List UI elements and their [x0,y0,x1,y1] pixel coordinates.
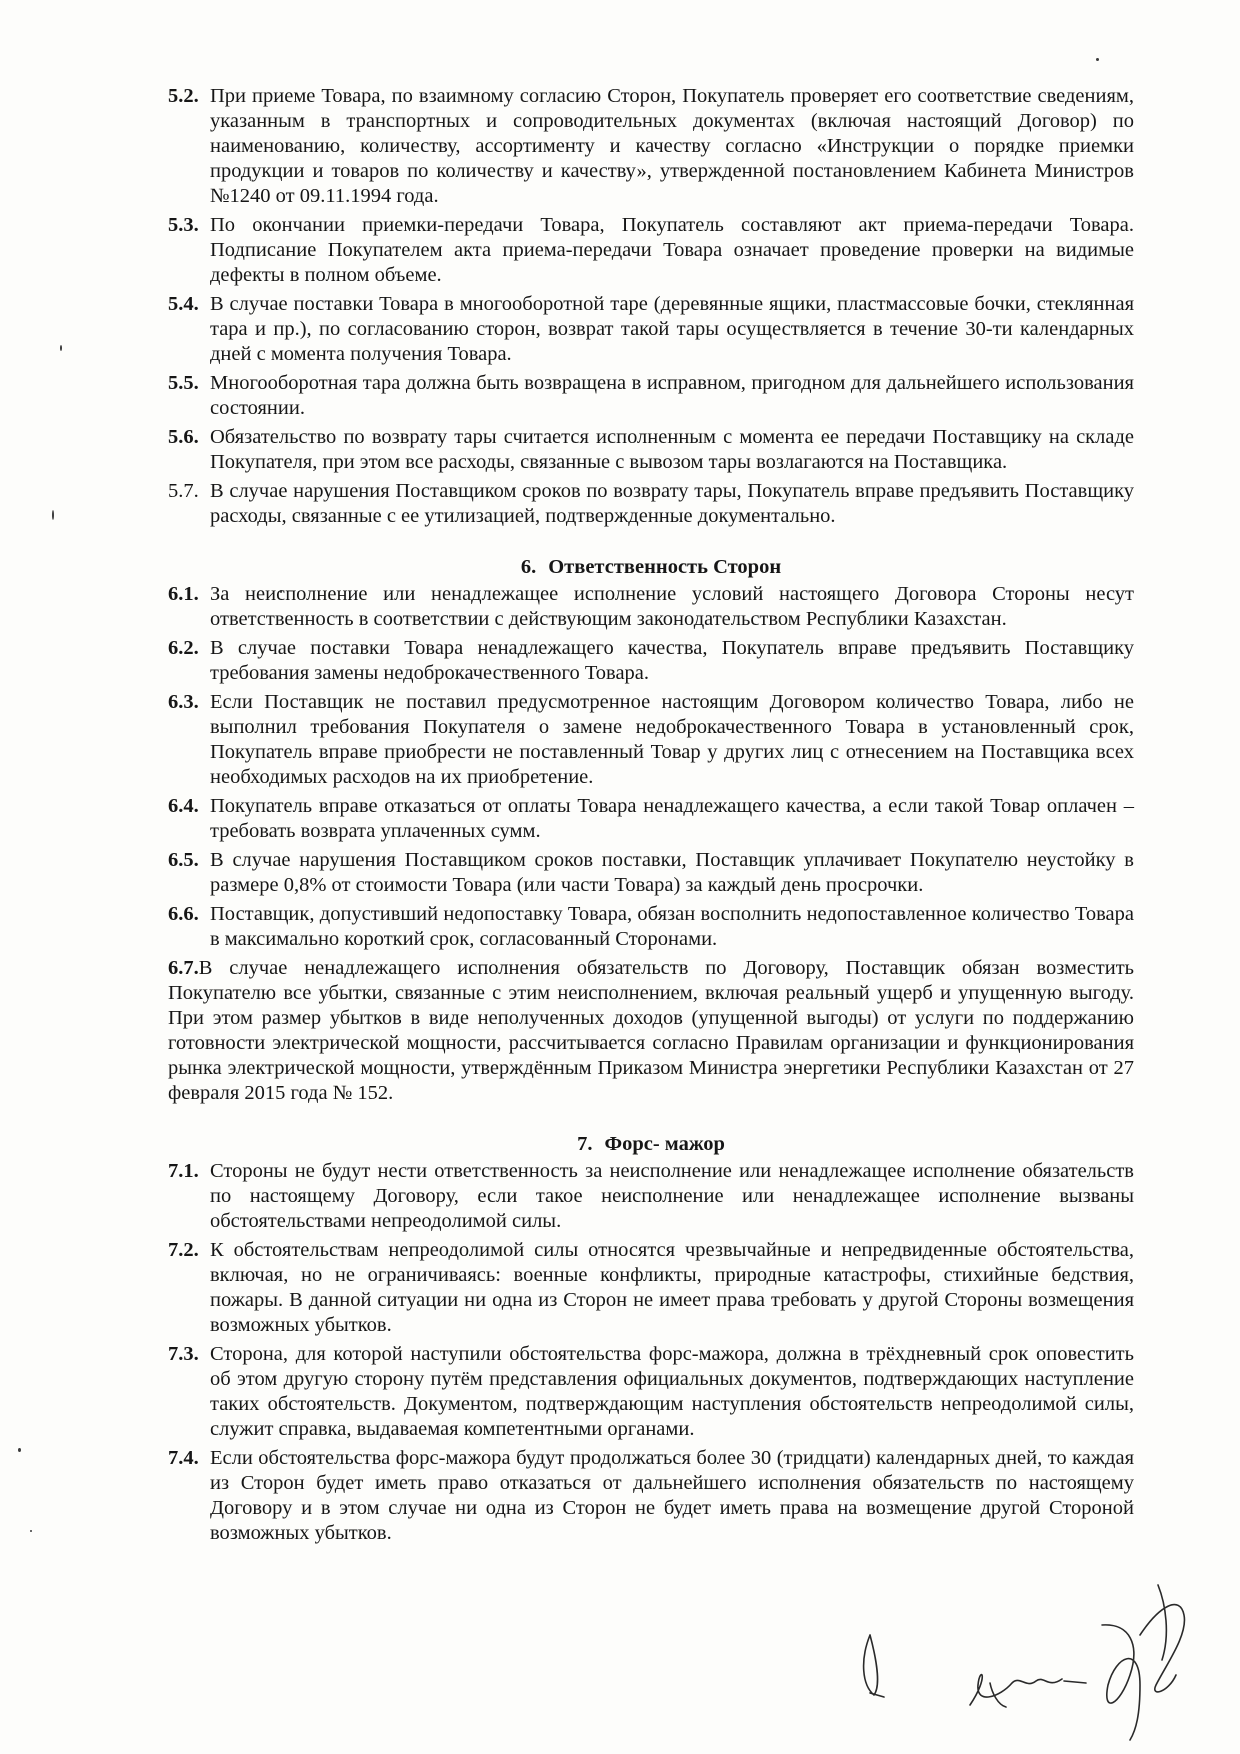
clause [168,582,1134,632]
clause-number: 5.5. [168,372,199,394]
scan-speck [52,510,54,520]
clause-text: Сторона, для которой наступили обстоятельства форс-мажора, должна в трёхдневный срок оповестить об этом другую сторону путём представления официальных документов, подтверждающих наступление таких обстоятельств. Документом, подтверждающим наступления обстоятельств непреодолимой силы, служит справка, выдаваемая компетентными органами. [210,1343,1134,1440]
scan-speck [18,1448,21,1452]
clause-text: В случае ненадлежащего исполнения обязательств по Договору, Поставщик обязан возместить Покупателю все убытки, связанные с этим неисполнением, включая реальный ущерб и упущенную выгоду. При этом размер убытков в виде неполученных доходов (упущенной выгоды) от услуги по поддержанию готовности электрической мощности, рассчитывается согласно Правилам организации и функционирования рынка электрической мощности, утверждённым Приказом Министра энергетики Республики Казахстан от 27 февраля 2015 года № 152. [168,957,1134,1104]
clause [168,794,1134,844]
clause [168,1446,1134,1546]
clause-number: 5.6. [168,426,199,448]
section-number: 7. [577,1133,593,1155]
clause [168,690,1134,790]
clause-number: 5.7. [168,480,199,502]
clause [168,84,1134,209]
clause-text: Поставщик, допустивший недопоставку Товара, обязан восполнить недопоставленное количество Товара в максимально короткий срок, согласованный Сторонами. [210,903,1134,950]
clause [168,1342,1134,1442]
clause [168,425,1134,475]
clause-text: Многооборотная тара должна быть возвращена в исправном, пригодном для дальнейшего использования состоянии. [210,372,1134,419]
clause [168,371,1134,421]
clause [168,636,1134,686]
clause-number: 5.2. [168,85,199,107]
signature-mark-right [1102,1585,1184,1740]
section-title: Форс- мажор [604,1133,725,1155]
clause [168,1238,1134,1338]
clause-number: 6.3. [168,691,199,713]
clause-text: Стороны не будут нести ответственность за неисполнение или ненадлежащее исполнение обязательств по настоящему Договору, если такое неисполнение или ненадлежащее исполнение вызваны обстоятельствами непреодолимой силы. [210,1160,1134,1232]
section-6 [168,555,1134,1106]
clause-number: 6.7. [168,957,199,979]
clause-text: Обязательство по возврату тары считается исполненным с момента ее передачи Поставщику на складе Покупателя, при этом все расходы, связанные с вывозом тары возлагаются на Поставщика. [210,426,1134,473]
scan-speck [30,1530,32,1532]
clause-number: 5.3. [168,214,199,236]
section-number: 6. [520,556,537,578]
section-title: Ответственность Сторон [548,556,782,578]
clause [168,956,1134,1106]
section-5 [168,84,1134,529]
clause-number: 7.4. [168,1447,199,1469]
handwritten-signatures [840,1565,1220,1745]
section-heading [168,1132,1134,1157]
clause-text: В случае нарушения Поставщиком сроков по возврату тары, Покупатель вправе предъявить Поставщику расходы, связанные с ее утилизацией, подтвержденные документально. [210,480,1134,527]
scan-speck [60,345,62,351]
section-heading [168,555,1134,580]
clause-number: 6.2. [168,637,199,659]
clause-text: По окончании приемки-передачи Товара, Покупатель составляют акт приема-передачи Товара. Подписание Покупателем акта приема-передачи Товара означает проведение проверки на видимые дефекты в полном объеме. [210,214,1134,286]
clause-text: В случае поставки Товара ненадлежащего качества, Покупатель вправе предъявить Поставщику требования замены недоброкачественного Товара. [210,637,1134,684]
clause [168,213,1134,288]
clause-number: 5.4. [168,293,199,315]
clause [168,292,1134,367]
clause-number: 6.4. [168,795,199,817]
section-7 [168,1132,1134,1546]
clause-text: За неисполнение или ненадлежащее исполнение условий настоящего Договора Стороны несут ответственность в соответствии с действующим законодательством Республики Казахстан. [210,583,1134,630]
clause-number: 7.1. [168,1160,199,1182]
contract-text [168,84,1134,1550]
clause-number: 6.6. [168,903,199,925]
signature-mark-left [864,1635,884,1697]
clause-text: Если обстоятельства форс-мажора будут продолжаться более 30 (тридцати) календарных дней, то каждая из Сторон будет иметь право отказаться от дальнейшего исполнения обязательств по настоящему Договору и в этом случае ни одна из Сторон не будет иметь права на возмещение другой Стороной возможных убытков. [210,1447,1134,1544]
clause [168,848,1134,898]
clause-number: 7.2. [168,1239,199,1261]
clause-text: В случае поставки Товара в многооборотной таре (деревянные ящики, пластмассовые бочки, стеклянная тара и пр.), по согласованию сторон, возврат такой тары осуществляется в течение 30-ти календарных дней с момента получения Товара. [210,293,1134,365]
clause-number: 7.3. [168,1343,199,1365]
scan-speck [1096,58,1099,61]
clause [168,1159,1134,1234]
clause-text: В случае нарушения Поставщиком сроков поставки, Поставщик уплачивает Покупателю неустойку в размере 0,8% от стоимости Товара (или части Товара) за каждый день просрочки. [210,849,1134,896]
clause-number: 6.1. [168,583,199,605]
clause-number: 6.5. [168,849,199,871]
signature-mark-middle [970,1675,1086,1707]
clause-text: Если Поставщик не поставил предусмотренное настоящим Договором количество Товара, либо не выполнил требования Покупателя о замене недоброкачественного Товара в установленный срок, Покупатель вправе приобрести не поставленный Товар у других лиц с отнесением на Поставщика всех необходимых расходов на их приобретение. [210,691,1134,788]
clause [168,902,1134,952]
clause-text: При приеме Товара, по взаимному согласию Сторон, Покупатель проверяет его соответствие сведениям, указанным в транспортных и сопроводительных документах (включая настоящий Договор) по наименованию, количеству, ассортименту и качеству согласно «Инструкции о порядке приемки продукции и товаров по количеству и качеству», утвержденной постановлением Кабинета Министров №1240 от 09.11.1994 года. [210,85,1134,207]
clause-text: К обстоятельствам непреодолимой силы относятся чрезвычайные и непредвиденные обстоятельства, включая, но не ограничиваясь: военные конфликты, природные катастрофы, стихийные бедствия, пожары. В данной ситуации ни одна из Сторон не имеет права требовать у другой Стороны возмещения возможных убытков. [210,1239,1134,1336]
clause [168,479,1134,529]
clause-text: Покупатель вправе отказаться от оплаты Товара ненадлежащего качества, а если такой Товар оплачен – требовать возврата уплаченных сумм. [210,795,1134,842]
